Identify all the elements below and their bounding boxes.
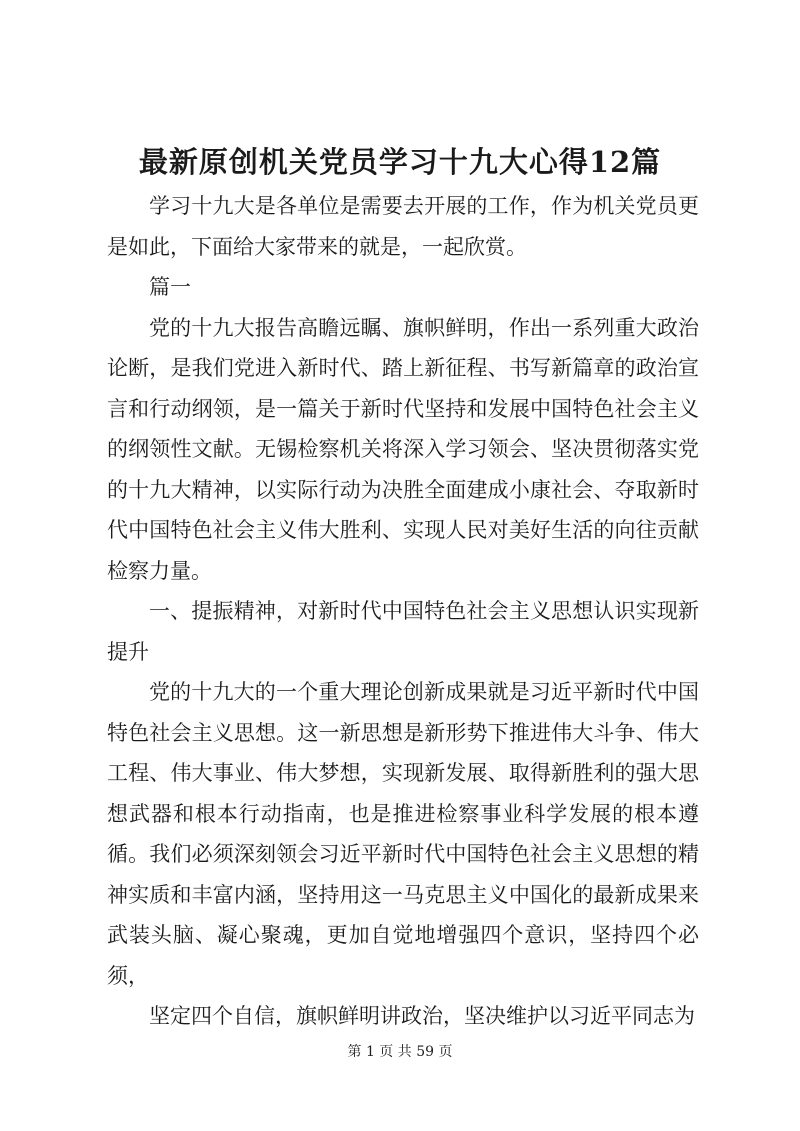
document-body	[107, 186, 699, 1037]
paragraph-intro: 学习十九大是各单位是需要去开展的工作，作为机关党员更是如此，下面给大家带来的就是，一起欣赏。	[107, 194, 699, 259]
page-footer: 第 1 页 共 59 页	[347, 1044, 453, 1060]
paragraph-main-3: 坚定四个自信，旗帜鲜明讲政治，坚决维护以习近平同志为	[149, 1004, 695, 1028]
paragraph-heading-1: 一、提振精神，对新时代中国特色社会主义思想认识实现新提升	[107, 599, 699, 664]
paragraph-section-label: 篇一	[149, 275, 191, 299]
page-title: 最新原创机关党员学习十九大心得12篇	[138, 145, 662, 179]
paragraph-main-1: 党的十九大报告高瞻远瞩、旗帜鲜明，作出一系列重大政治论断，是我们党进入新时代、踏上新征程、书写新篇章的政治宣言和行动纲领，是一篇关于新时代坚持和发展中国特色社会主义的纲领性文献。无锡检察机关将深入学习领会、坚决贯彻落实党的十九大精神，以实际行动为决胜全面建成小康社会、夺取新时代中国特色社会主义伟大胜利、实现人民对美好生活的向往贡献检察力量。	[107, 315, 699, 583]
paragraph-main-2: 党的十九大的一个重大理论创新成果就是习近平新时代中国特色社会主义思想。这一新思想是新形势下推进伟大斗争、伟大工程、伟大事业、伟大梦想，实现新发展、取得新胜利的强大思想武器和根本行动指南，也是推进检察事业科学发展的根本遵循。我们必须深刻领会习近平新时代中国特色社会主义思想的精神实质和丰富内涵，坚持用这一马克思主义中国化的最新成果来武装头脑、凝心聚魂，更加自觉地增强四个意识，坚持四个必须，	[107, 680, 699, 988]
